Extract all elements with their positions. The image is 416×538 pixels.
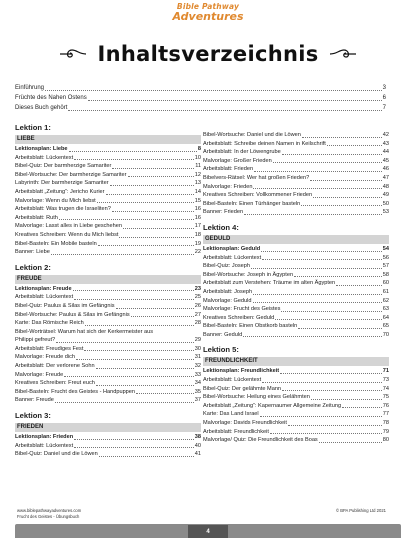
toc-entry-title: Malvorlage: Freude dich (15, 354, 76, 361)
toc-leader-dots (73, 290, 194, 291)
toc-entry (15, 388, 201, 397)
toc-leader-dots (74, 159, 194, 160)
page-number: 4 (188, 525, 228, 538)
toc-entry (15, 171, 201, 180)
toc-leader-dots (128, 176, 194, 177)
toc-entry-page: 17 (194, 223, 201, 230)
toc-entry-title: Arbeitsblatt: Joseph (203, 288, 253, 295)
toc-entry-title: Bibel-Basteln: Frucht des Geistes - Handpuppen (15, 388, 136, 395)
toc-entry-title: Kreatives Schreiben: Freut euch (15, 380, 95, 387)
toc-entry-title: Lektionsplan: Freude (15, 285, 72, 292)
toc-right-column (203, 131, 389, 445)
toc-leader-dots (261, 251, 382, 252)
toc-entry (15, 222, 201, 231)
toc-entry-title: Malvorlage: Geduld (203, 297, 252, 304)
swirl-right-icon (329, 49, 357, 59)
toc-entry-page: 35 (194, 388, 201, 395)
toc-entry (203, 245, 389, 254)
toc-entry-page: 65 (382, 323, 389, 330)
toc-entry-title: Banner: Freude (15, 397, 54, 404)
toc-entry (203, 410, 389, 419)
toc-leader-dots (294, 276, 382, 277)
toc-entry-title: Arbeitsblatt: Was trugen die Israeliten? (15, 206, 111, 213)
toc-leader-dots (288, 425, 382, 426)
toc-entry (15, 214, 201, 223)
toc-entry-title: Arbeitsblatt: Der verlorene Sohn (15, 363, 95, 370)
toc-entry-page: 40 (194, 442, 201, 449)
toc-entry-title: Kreatives Schreiben: Vollkommener Frieden (203, 192, 313, 199)
toc-entry-title: Arbeitsblatt: In der Löwengrube (203, 149, 281, 156)
toc-entry-page: 11 (195, 163, 201, 170)
toc-entry (15, 197, 201, 206)
toc-entry-title: Malvorlage: Lasst alles in Liebe geschehen (15, 223, 122, 230)
toc-entry-title: Kreatives Schreiben: Geduld (203, 314, 275, 321)
toc-entry-page: 70 (382, 331, 389, 338)
toc-entry-title: Bibel-Basteln: Einen Obstkorb basteln (203, 323, 298, 330)
toc-entry-page: 50 (382, 200, 389, 207)
toc-entry-page: 18 (194, 231, 201, 238)
toc-leader-dots (319, 442, 382, 443)
toc-entry-page: 47 (382, 174, 389, 181)
toc-leader-dots (106, 194, 194, 195)
toc-entry-title: Malvorlage: Frieden (203, 183, 253, 190)
toc-leader-dots (119, 237, 193, 238)
toc-entry (203, 200, 389, 209)
toc-leader-dots (76, 359, 194, 360)
toc-leader-dots (282, 154, 382, 155)
footer-bar (15, 524, 401, 538)
toc-leader-dots (270, 433, 382, 434)
toc-leader-dots (262, 259, 382, 260)
footer-site: www.biblepathwayadventures.com (17, 508, 82, 513)
toc-entry-page: 38 (194, 434, 201, 441)
toc-entry-page: 42 (382, 132, 389, 138)
toc-leader-dots (112, 211, 194, 212)
toc-leader-dots (110, 185, 194, 186)
toc-entry-line1 (15, 328, 201, 337)
toc-entry-page: 26 (194, 302, 201, 309)
toc-entry (15, 450, 201, 459)
toc-leader-dots (280, 373, 382, 374)
toc-entry-page: 34 (194, 380, 201, 387)
lesson-heading: Lektion 4: (203, 222, 239, 232)
toc-leader-dots (123, 228, 194, 229)
toc-entry (15, 179, 201, 188)
toc-entry-page: 12 (194, 171, 201, 178)
toc-entry-title: Bibel-Quiz: Daniel und die Löwen (15, 451, 98, 458)
intro-entry (15, 93, 386, 103)
toc-entry-page: 48 (382, 183, 389, 190)
toc-entry-page: 31 (194, 354, 201, 361)
intro-list (15, 83, 386, 113)
toc-entry-page: 54 (382, 245, 389, 252)
toc-entry-page: 13 (194, 180, 201, 187)
toc-entry-title: Früchte des Nahen Ostens (15, 95, 87, 101)
toc-entry-title: Philippi gefreut? (15, 337, 56, 344)
toc-entry (203, 165, 389, 174)
toc-entry (203, 376, 389, 385)
toc-entry-page: 29 (194, 337, 201, 344)
toc-entry (203, 314, 389, 323)
toc-entry-title: Arbeitsblatt zum Verstehen: Träume im alten Ägypten (203, 280, 336, 287)
toc-leader-dots (253, 188, 381, 189)
toc-entry (203, 322, 389, 331)
toc-entry (15, 188, 201, 197)
toc-entry-page: 53 (382, 209, 389, 216)
toc-entry (15, 396, 201, 405)
toc-entry-page: 58 (382, 271, 389, 278)
toc-entry-page: 14 (194, 188, 201, 195)
toc-leader-dots (327, 145, 382, 146)
toc-entry-title: Bibel-Wortsuche: Heilung eines Gelähmten (203, 394, 310, 401)
lesson-heading: Lektion 3: (15, 411, 51, 421)
toc-leader-dots (68, 110, 381, 111)
toc-entry (203, 131, 389, 140)
footer-left (17, 508, 81, 519)
toc-entry-title: Arbeitsblatt: Lückentext (203, 377, 262, 384)
toc-leader-dots (313, 197, 382, 198)
toc-entry-title: Arbeitsblatt: Lückentext (15, 442, 74, 449)
toc-entry-page: 8 (197, 146, 201, 152)
toc-entry (15, 433, 201, 442)
toc-entry (203, 271, 389, 280)
lesson-heading: Lektion 1: (15, 123, 51, 132)
toc-leader-dots (131, 316, 194, 317)
toc-entry-title: Banner: Frieden (203, 209, 244, 216)
toc-entry (15, 442, 201, 451)
toc-entry (203, 183, 389, 192)
toc-entry (15, 240, 201, 249)
toc-entry (15, 293, 201, 302)
toc-entry (203, 262, 389, 271)
toc-entry (15, 205, 201, 214)
toc-leader-dots (301, 205, 382, 206)
toc-entry-title: Bibelvers-Rätsel: Wer hat großen Frieden? (203, 174, 310, 181)
toc-leader-dots (74, 447, 194, 448)
toc-leader-dots (281, 311, 381, 312)
toc-entry-title: Banner: Geduld (203, 331, 243, 338)
toc-entry-title: Arbeitsblatt: Freudiges Fest (15, 345, 84, 352)
toc-entry-title: Lektionsplan: Liebe (15, 146, 68, 152)
toc-entry-page: 64 (382, 314, 389, 321)
toc-leader-dots (262, 382, 382, 383)
toc-entry-page: 3 (382, 85, 386, 91)
toc-entry (15, 311, 201, 320)
toc-entry (15, 231, 201, 240)
toc-leader-dots (96, 368, 194, 369)
intro-entry (15, 103, 386, 113)
toc-entry-title: Malvorlage: Frucht des Geistes (203, 306, 281, 313)
toc-entry (203, 436, 389, 445)
toc-leader-dots (310, 180, 382, 181)
toc-leader-dots (275, 319, 382, 320)
toc-entry-page: 62 (382, 297, 389, 304)
toc-entry-page: 16 (194, 206, 201, 213)
toc-leader-dots (45, 90, 382, 91)
toc-entry (203, 191, 389, 200)
toc-leader-dots (273, 162, 382, 163)
toc-entry (15, 362, 201, 371)
toc-left-column (15, 117, 201, 459)
toc-entry (15, 285, 201, 294)
toc-entry-title: Karte: Das Römische Reich (15, 320, 84, 327)
toc-entry-page: 10 (194, 154, 201, 161)
footer-book: Frucht des Geistes - Übungsbuch (17, 513, 80, 519)
toc-entry (203, 419, 389, 428)
toc-entry-page: 32 (194, 363, 201, 370)
page-title: Inhaltsverzeichnis (97, 42, 319, 66)
toc-leader-dots (336, 285, 382, 286)
toc-leader-dots (253, 294, 382, 295)
toc-leader-dots (85, 325, 194, 326)
toc-entry-page: 78 (382, 420, 389, 427)
toc-leader-dots (84, 350, 193, 351)
toc-entry (15, 336, 201, 345)
logo-line-bottom: Adventures (172, 10, 244, 23)
toc-entry-title: Bibel-Quiz: Joseph (203, 263, 250, 270)
toc-entry (15, 162, 201, 171)
page-footer (0, 508, 416, 538)
toc-entry-page: 76 (382, 402, 389, 409)
toc-entry-title: Bibel-Wortsuche: Der barmherzige Samariter (15, 171, 127, 178)
toc-entry (203, 288, 389, 297)
toc-leader-dots (243, 336, 382, 337)
lesson-heading: Lektion 5: (203, 345, 239, 355)
section-header: FREUNDLICHKEIT (203, 357, 389, 366)
toc-entry-page: 19 (194, 240, 201, 247)
toc-leader-dots (112, 168, 194, 169)
toc-entry-title: Arbeitsblatt: Freundlichkeit (203, 428, 269, 435)
toc-entry-title: Malvorlage: Wenn du Mich liebst (15, 197, 96, 204)
toc-entry (203, 297, 389, 306)
toc-entry-page: 25 (194, 294, 201, 301)
toc-leader-dots (96, 385, 194, 386)
toc-entry (203, 402, 389, 411)
toc-entry-title: Bibel-Quiz: Paulus & Silas im Gefängnis (15, 302, 115, 309)
toc-entry-title: Kreatives Schreiben: Wenn du Mich liebst (15, 231, 119, 238)
toc-leader-dots (98, 245, 194, 246)
toc-entry-title: Bibel-Quiz: Der gelähmte Mann (203, 385, 282, 392)
toc-entry-title: Arbeitsblatt: Lückentext (15, 154, 74, 161)
toc-entry (203, 254, 389, 263)
toc-entry-title: Arbeitsblatt: Lückentext (15, 294, 74, 301)
section-header: FRIEDEN (15, 423, 201, 432)
toc-entry (203, 174, 389, 183)
toc-entry-page: 79 (382, 428, 389, 435)
toc-entry-page: 75 (382, 394, 389, 401)
toc-entry-page: 41 (194, 451, 201, 458)
toc-entry-page: 43 (382, 140, 389, 147)
toc-entry-page: 7 (382, 105, 386, 111)
footer-copyright: © BPA Publishing Ltd 2021 (335, 508, 386, 513)
toc-entry (203, 428, 389, 437)
brand-logo (0, 3, 416, 22)
lesson-heading: Lektion 2: (15, 262, 51, 272)
toc-entry-title: Bibel-Wortsuche: Paulus & Silas im Gefängnis (15, 311, 130, 318)
toc-entry-page: 71 (382, 368, 389, 375)
title-block (0, 42, 416, 66)
toc-entry-page: 49 (382, 192, 389, 199)
toc-entry (203, 385, 389, 394)
toc-leader-dots (311, 399, 382, 400)
toc-entry-page: 63 (382, 306, 389, 313)
toc-entry-title: Lektionsplan: Geduld (203, 245, 261, 252)
toc-entry (15, 379, 201, 388)
toc-leader-dots (244, 214, 382, 215)
toc-entry-title: Dieses Buch gehört (15, 105, 68, 111)
toc-leader-dots (59, 219, 194, 220)
toc-entry-page: 57 (382, 263, 389, 270)
toc-entry (15, 248, 201, 257)
toc-entry (203, 157, 389, 166)
toc-entry-page: 6 (382, 95, 386, 101)
toc-entry (15, 302, 201, 311)
toc-entry (15, 145, 201, 154)
toc-entry-title: Labyrinth: Der barmherzige Samariter (15, 180, 109, 187)
toc-entry-page: 27 (194, 311, 201, 318)
toc-entry-page: 45 (382, 157, 389, 164)
toc-entry (203, 331, 389, 340)
toc-leader-dots (298, 328, 382, 329)
toc-leader-dots (251, 268, 382, 269)
toc-entry-title: Malvorlage: Freude (15, 371, 64, 378)
toc-entry (203, 393, 389, 402)
toc-entry-page: 33 (194, 371, 201, 378)
toc-leader-dots (116, 308, 194, 309)
toc-leader-dots (282, 390, 382, 391)
toc-entry-page: 77 (382, 411, 389, 418)
toc-leader-dots (69, 151, 197, 152)
toc-entry (15, 154, 201, 163)
toc-leader-dots (253, 302, 382, 303)
toc-entry-title: Arbeitsblatt: Ruth (15, 214, 58, 221)
toc-leader-dots (97, 202, 194, 203)
toc-entry-page: 15 (194, 197, 201, 204)
toc-entry-title: Bibel-Quiz: Der barmherzige Samariter (15, 163, 112, 170)
toc-entry-page: 37 (194, 397, 201, 404)
toc-entry-title: Arbeitsblatt „Zeitung“: Kapernaumer Allgemeine Zeitung (203, 402, 342, 409)
toc-leader-dots (260, 416, 382, 417)
toc-entry-title: Malvorlage/ Quiz: Die Freundlichkeit des Boas (203, 437, 318, 444)
toc-leader-dots (254, 171, 382, 172)
toc-entry-page: 73 (382, 377, 389, 384)
toc-entry (15, 353, 201, 362)
toc-entry-title: Lektionsplan: Freundlichkeit (203, 368, 280, 375)
toc-entry (203, 208, 389, 217)
toc-leader-dots (302, 137, 382, 138)
toc-entry (203, 140, 389, 149)
toc-entry-title: Arbeitsblatt „Zeitung“: Jericho Kurier (15, 188, 105, 195)
toc-leader-dots (55, 402, 194, 403)
toc-entry-title: Arbeitsblatt: Schreibe deinen Namen in Keilschrift (203, 140, 326, 147)
toc-entry-page: 80 (382, 437, 389, 444)
toc-entry-title: Lektionsplan: Frieden (15, 434, 74, 441)
toc-entry-page: 46 (382, 166, 389, 173)
toc-entry (15, 319, 201, 328)
toc-entry-title: Bibel-Wortsuche: Daniel und die Löwen (203, 132, 301, 138)
toc-entry-title: Arbeitsblatt: Frieden (203, 166, 254, 173)
section-header: GEDULD (203, 235, 389, 244)
toc-entry (203, 305, 389, 314)
toc-entry-page: 74 (382, 385, 389, 392)
toc-entry-page: 60 (382, 280, 389, 287)
toc-entry-page: 30 (194, 345, 201, 352)
toc-leader-dots (136, 393, 194, 394)
swirl-left-icon (59, 49, 87, 59)
toc-entry (15, 345, 201, 354)
toc-entry-title: Bibel-Basteln: Ein Mobile basteln (15, 240, 97, 247)
toc-entry-title: Einführung (15, 85, 45, 91)
toc-entry-title: Karte: Das Land Israel (203, 411, 259, 418)
toc-entry-title: Bibel-Basteln: Einen Türhänger basteln (203, 200, 301, 207)
toc-entry (203, 148, 389, 157)
toc-leader-dots (88, 100, 382, 101)
toc-entry-page: 44 (382, 149, 389, 156)
section-header: LIEBE (15, 135, 201, 144)
toc-leader-dots (342, 407, 382, 408)
toc-entry (15, 371, 201, 380)
toc-leader-dots (51, 254, 194, 255)
toc-leader-dots (56, 342, 194, 343)
toc-leader-dots (74, 439, 194, 440)
intro-entry (15, 83, 386, 93)
toc-entry-page: 23 (194, 285, 201, 292)
toc-entry-title: Arbeitsblatt: Lückentext (203, 254, 262, 261)
toc-entry-page: 56 (382, 254, 389, 261)
toc-entry-page: 61 (382, 288, 389, 295)
toc-entry-page: 22 (194, 249, 201, 256)
toc-entry-title: Malvorlage: Großer Frieden (203, 157, 272, 164)
toc-entry (203, 279, 389, 288)
toc-leader-dots (74, 299, 194, 300)
toc-entry-title: Bibel-Wortsuche: Joseph in Ägypten (203, 271, 294, 278)
logo-line-top: Bible Pathway (176, 2, 240, 11)
toc-entry-title: Banner: Liebe (15, 249, 50, 256)
toc-entry (203, 367, 389, 376)
toc-entry-title: Bibel-Worträtsel: Warum hat sich der Kerkermeister aus (15, 328, 154, 335)
toc-leader-dots (99, 456, 194, 457)
section-header: FREUDE (15, 275, 201, 284)
toc-entry-page: 16 (194, 214, 201, 221)
toc-leader-dots (64, 376, 194, 377)
toc-entry-title: Malvorlage: Davids Freundlichkeit (203, 420, 287, 427)
toc-entry-page: 28 (194, 320, 201, 327)
